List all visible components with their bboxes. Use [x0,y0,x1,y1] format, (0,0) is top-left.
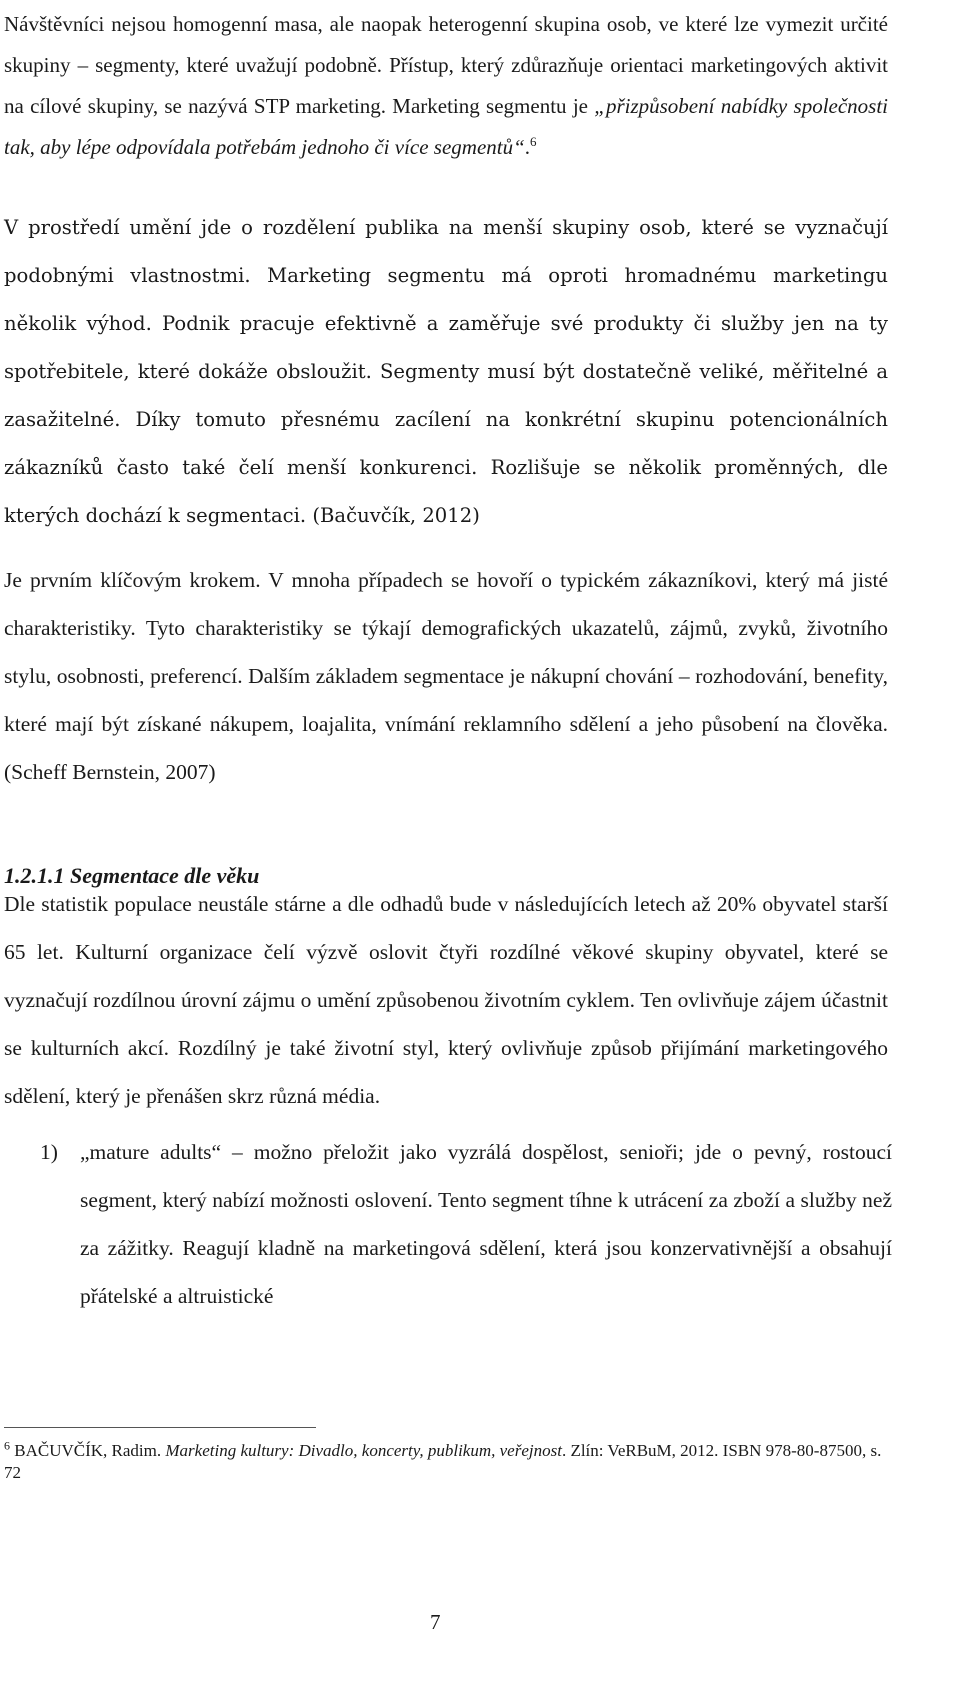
paragraph-intro [4,4,888,168]
sentence-period: . [524,135,531,159]
paragraph-first-step: Je prvním klíčovým krokem. V mnoha případech se hovoří o typickém zákazníkovi, který má jisté charakteristiky. Tyto charakteristiky se týkají demografických ukazatelů, zájmů, zvyků, životního stylu, osobnosti, preferencí. Dalším základem segmentace je nákupní chování – rozhodování, benefity, které mají být získané nákupem, loajalita, vnímání reklamního sdělení a jeho působení na člověka. (Scheff Bernstein, 2007) [4,568,888,784]
paragraph-age-segmentation: Dle statistik populace neustále stárne a dle odhadů bude v následujících letech až 20% obyvatel starší 65 let. Kulturní organizace čelí výzvě oslovit čtyři rozdílné věkové skupiny obyvatel, které se vyznačují rozdílnou úrovní zájmu o umění způsobenou životním cyklem. Ten ovlivňuje zájem účastnit se kulturních akcí. Rozdílný je také životní styl, který ovlivňuje způsob přijímání marketingového sdělení, který je přenášen skrz různá média. [4,892,888,1108]
footnote-publication: . Zlín: VeRBuM, 2012. ISBN 978-80-87500, s. 72 [4,1441,882,1482]
paragraph-art-segmentation: V prostředí umění jde o rozdělení publika na menší skupiny osob, které se vyznačují podobnými vlastnostmi. Marketing segmentu má oproti hromadnému marketingu několik výhod. Podnik pracuje efektivně a zaměřuje své produkty či služby jen na ty spotřebitele, které dokáže obsloužit. Segmenty musí být dostatečně veliké, měřitelné a zasažitelné. Díky tomuto přesnému zacílení na konkrétní skupinu potencionálních zákazníků často také čelí menší konkurenci. Rozlišuje se několik proměnných, dle kterých dochází k segmentaci. (Bačuvčík, 2012) [4,216,888,527]
footnote [4,1440,888,1484]
page-number: 7 [430,1610,441,1634]
list-item-number: 1) [40,1140,58,1164]
footnote-divider [4,1427,316,1428]
footnote-reference[interactable]: 6 [530,134,537,149]
list-item-text: „mature adults“ – možno přeložit jako vyzrálá dospělost, senioři; jde o pevný, rostoucí segment, který nabízí možnosti oslovení. Tento segment tíhne k utrácení za zboží a služby než za zážitky. Reagují kladně na marketingová sdělení, která jsou konzervativnější a obsahují přátelské a altruistické [80,1140,892,1308]
section-heading: 1.2.1.1 Segmentace dle věku [4,863,260,888]
quoted-definition: „přizpůsobení nabídky společnosti tak, aby lépe odpovídala potřebám jednoho či více segmentů“ [4,94,889,159]
footnote-title: Marketing kultury: Divadlo, koncerty, publikum, veřejnost [165,1441,562,1460]
paragraph-intro-text: Návštěvníci nejsou homogenní masa, ale naopak heterogenní skupina osob, ve které lze vymezit určité skupiny – segmenty, které uvažují podobně. Přístup, který zdůrazňuje orientaci marketingových aktivit na cílové skupiny, se nazývá STP marketing. Marketing segmentu je [4,12,888,118]
footnote-author: BAČUVČÍK, Radim. [14,1441,162,1460]
footnote-number: 6 [4,1438,10,1453]
